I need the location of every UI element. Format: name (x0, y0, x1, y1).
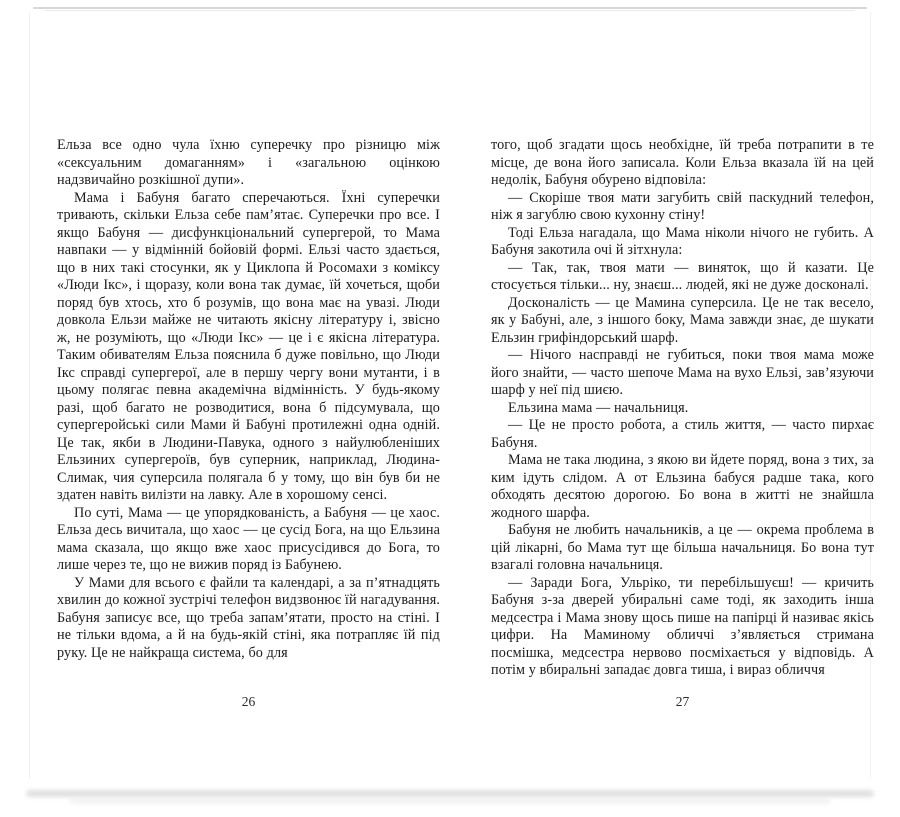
book-left-edge (29, 12, 30, 778)
paragraph: того, щоб згадати щось необхідне, їй треба потрапити в те місце, де вона його записала. Коли Ельза вказала їй на цей недолік, Бабуня обурено відповіла: (491, 137, 874, 188)
paragraph: Досконалість — це Мамина суперсила. Це не так весело, як у Бабуні, але, з іншого боку, Мама завжди знає, де шукати Ельзин грифіндорський шарф. (491, 294, 874, 346)
paragraph: Мама і Бабуня багато сперечаються. Їхні суперечки тривають, скільки Ельза себе пам’ятає. Суперечки про все. І якщо Бабуня — дисфункціональний супергерой, то Мама навпаки — у відмінній бойовій формі. Ельзі часто здається, що в них такі стосунки, як у Циклопа й Росомахи з коміксу «Люди Ікс», і щоразу, коли вона так думає, їй хочеться, щоби поряд був хтось, хто б розумів, що вона має на увазі. Люди довкола Ельзи майже не читають якісну літературу і, звісно ж, не розуміють, що «Люди Ікс» — це і є якісна література. Таким обивателям Ельза пояснила б дуже повільно, що Люди Ікс справді супергерої, але в першу чергу вони мутанти, і в цьому полягає певна академічна відмінність. У будь-якому разі, щоб багато не розводитися, вона б підсумувала, що супергеройські сили Мами й Бабуні протилежні одна одній. Це так, якби в Людини-Павука, одного з найулюбленіших Ельзиних супергероїв, був суперник, наприклад, Людина-Слимак, чия суперсила полягала б у тому, що він був би не здатен навіть вилізти на лавку. Але в хорошому сенсі. (57, 189, 440, 503)
book-bottom-shadow-inner (70, 799, 830, 803)
paragraph: Тоді Ельза нагадала, що Мама ніколи нічого не губить. А Бабуня закотила очі й зітхнула: (491, 224, 874, 258)
right-page-number: 27 (675, 694, 690, 709)
book-bottom-shadow (26, 790, 874, 797)
paragraph: У Мами для всього є файли та календарі, а за п’ятнадцять хвилин до кожної зустрічі телефон видзвонює їй нагадування. Бабуня записує все, що треба запам’ятати, просто на стіні. І не тільки вдома, а й на будь-якій стіні, яка потрапляє їй під руку. Це не найкраща система, бо для (57, 574, 440, 661)
paragraph: — Нічого насправді не губиться, поки твоя мама може його знайти, — часто шепоче Мама на вухо Ельзі, зав’язуючи шарф у неї під шиєю. (491, 347, 874, 398)
paragraph: — Так, так, твоя мати — виняток, що й казати. Це стосується тільки... ну, знаєш... людей, які не дуже досконалі. (491, 259, 874, 293)
paragraph: — Скоріше твоя мати загубить свій паскудний телефон, ніж я загублю свою кухонну стіну! (491, 189, 874, 223)
paragraph: Ельза все одно чула їхню суперечку про різницю між «сексуальним домаганням» і «загальною оцінкою надзвичайно розкішної дупи». (57, 137, 440, 188)
paragraph: Мама не така людина, з якою ви йдете поряд, вона з тих, за ким ідуть слідом. А от Ельзина бабуся радше така, кого обходять десятою дорогою. Бо вона в житті не знайшла жодного шарфа. (491, 452, 874, 521)
book-pages-top-edge-inner (45, 10, 855, 11)
paragraph: — Заради Бога, Ульріко, ти перебільшуєш! — кричить Бабуня з-за дверей убиральні саме тоді, як заходить інша медсестра і Мама знову щось пише на папірці й називає якісь цифри. На Маминому обличчі з’являється стримана посмішка, медсестра нервово посміхається у відповідь. А потім у вбиральні западає довга тиша, і вираз обличчя (491, 574, 874, 678)
paragraph: По суті, Мама — це упорядкованість, а Бабуня — це хаос. Ельза десь вичитала, що хаос — це сусід Бога, на що Ельзина мама сказала, що якщо вже хаос присусідився до Бога, то лише через те, що не вижив поряд із Бабунею. (57, 504, 440, 573)
paragraph: — Це не просто робота, а стиль життя, — часто пирхає Бабуня. (491, 417, 874, 451)
left-page-number: 26 (241, 694, 256, 709)
book-pages-top-edge (33, 7, 867, 9)
paragraph: Ельзина мама — начальниця. (508, 399, 689, 416)
left-page-text (57, 137, 440, 662)
right-page-text (491, 137, 874, 680)
paragraph: Бабуня не любить начальників, а це — окрема проблема в цій лікарні, бо Мама тут ще більша начальниця. Бо вона тут взагалі головна начальниця. (491, 522, 874, 573)
